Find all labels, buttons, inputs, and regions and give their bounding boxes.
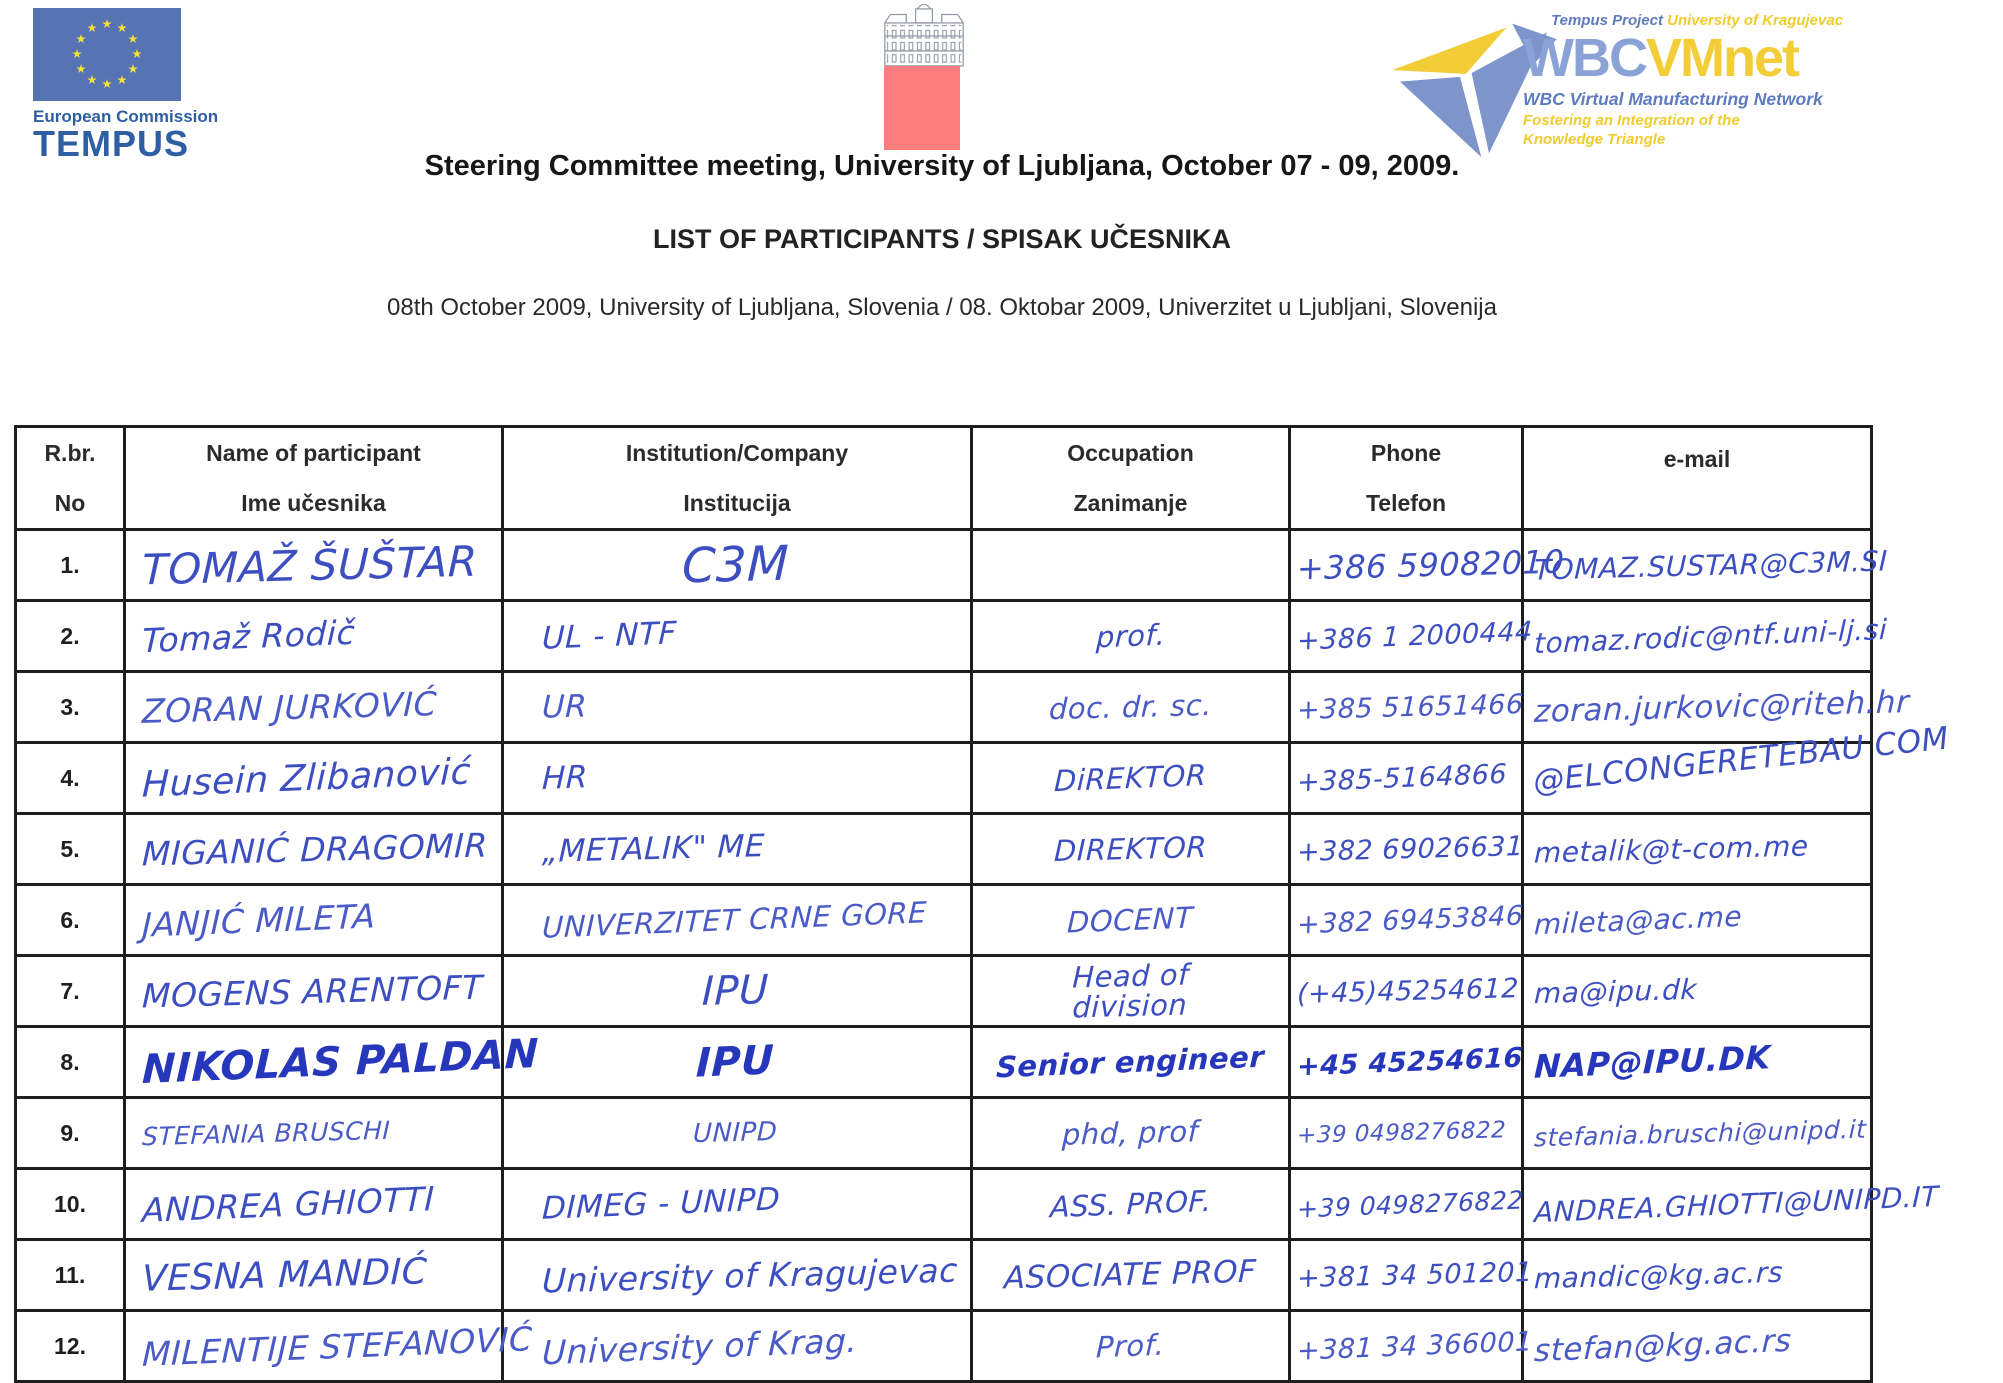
email: metalik@t-com.me <box>1533 828 1810 870</box>
email: NAP@IPU.DK <box>1533 1038 1772 1086</box>
occupation: phd, prof <box>1061 1113 1200 1152</box>
email: TOMAZ.SUSTAR@C3M.SI <box>1533 543 1889 587</box>
occupation: Senior engineer <box>995 1039 1266 1085</box>
phone: (+45)45254612 <box>1296 972 1520 1010</box>
tempus-label: TEMPUS <box>33 123 190 164</box>
row-number-cell <box>16 885 125 956</box>
phone: +381 34 501201 <box>1296 1256 1534 1294</box>
participant-name-cell <box>125 672 503 743</box>
row-number: 7. <box>60 977 80 1004</box>
participant-name-cell <box>125 1311 534 1382</box>
email-cell <box>1523 1169 1940 1240</box>
table-body <box>16 530 1951 1382</box>
occupation-cell <box>972 1169 1290 1240</box>
participant-name: VESNA MANDIĆ <box>141 1250 428 1300</box>
occupation: ASS. PROF. <box>1049 1183 1212 1225</box>
wbcvmnet-wordmark <box>1523 28 1983 88</box>
participant-name: TOMAŽ ŠUŠTAR <box>141 536 479 594</box>
row-number-cell <box>16 1098 125 1169</box>
participant-name-cell <box>125 885 503 956</box>
header-name-en: Name of participant <box>206 439 421 466</box>
email-cell <box>1523 1311 1872 1382</box>
header-institution-en: Institution/Company <box>625 439 849 466</box>
participant-name-cell <box>125 1240 503 1311</box>
email: stefania.bruschi@unipd.it <box>1533 1114 1867 1152</box>
participant-name-cell <box>125 743 503 814</box>
occupation: DIREKTOR <box>1053 829 1208 868</box>
participant-name-cell <box>125 1169 503 1240</box>
phone-cell <box>1290 672 1523 743</box>
phone: +385 51651466 <box>1296 688 1525 726</box>
institution: University of Krag. <box>541 1320 859 1372</box>
phone: +45 45254616 <box>1296 1041 1524 1083</box>
wbcvmnet-tagline-2: Knowledge Triangle <box>1523 131 1666 148</box>
header-number-sr: No <box>54 489 86 516</box>
header-phone-en: Phone <box>1370 439 1442 466</box>
university-of-ljubljana-logo <box>882 4 1002 68</box>
row-number: 5. <box>60 835 80 862</box>
header-name-sr: Ime učesnika <box>241 489 386 516</box>
email-cell <box>1523 956 1872 1027</box>
institution: „METALIK" ME <box>541 828 766 870</box>
header-phone-sr: Telefon <box>1365 489 1447 516</box>
email: zoran.jurkovic@riteh.hr <box>1533 684 1910 730</box>
participant-name: ANDREA GHIOTTI <box>141 1178 436 1230</box>
participant-row <box>16 956 1872 1027</box>
occupation-cell <box>972 601 1290 672</box>
wbcvmnet-tagline-1: Fostering an Integration of the <box>1523 112 1740 129</box>
row-number-cell <box>16 743 125 814</box>
university-building-icon <box>882 4 966 68</box>
occupation-cell <box>972 956 1290 1027</box>
phone-cell <box>1290 956 1523 1027</box>
participant-row <box>16 1311 1872 1382</box>
wbcvmnet-logo <box>1385 4 1985 154</box>
occupation-cell <box>972 1240 1290 1311</box>
institution-cell <box>503 530 972 601</box>
institution-cell <box>503 1311 972 1382</box>
participant-row <box>16 601 1872 672</box>
participant-name: MIGANIĆ DRAGOMIR <box>141 824 489 874</box>
institution-cell <box>503 885 972 956</box>
email-cell <box>1523 1098 1872 1169</box>
email: ma@ipu.dk <box>1533 972 1698 1010</box>
row-number: 9. <box>60 1119 80 1146</box>
institution-cell <box>503 1027 972 1098</box>
participant-name-cell <box>125 601 503 672</box>
date-location-line: 08th October 2009, University of Ljubljana, Slovenia / 08. Oktobar 2009, Univerzitet u Ljubljani, Slovenija <box>387 294 1497 321</box>
row-number-cell <box>16 1169 125 1240</box>
occupation: DiREKTOR <box>1053 757 1208 798</box>
header-occupation-en: Occupation <box>1067 439 1194 466</box>
participant-name-cell <box>125 814 503 885</box>
occupation: ASOCIATE PROF <box>1003 1253 1258 1297</box>
row-number: 12. <box>54 1332 86 1359</box>
institution-cell <box>503 814 972 885</box>
phone-cell <box>1290 885 1523 956</box>
phone-cell <box>1290 743 1523 814</box>
phone-cell <box>1290 1027 1523 1098</box>
occupation-cell <box>972 814 1290 885</box>
row-number-cell <box>16 814 125 885</box>
row-number-cell <box>16 1240 125 1311</box>
email-cell <box>1523 530 1889 601</box>
institution: UR <box>541 688 588 726</box>
phone-cell <box>1290 814 1523 885</box>
meeting-title: Steering Committee meeting, University of Ljubljana, October 07 - 09, 2009. <box>424 150 1460 182</box>
institution-cell <box>503 956 972 1027</box>
phone: +39 0498276822 <box>1296 1184 1525 1224</box>
institution: University of Kragujevac <box>541 1250 959 1300</box>
wbcvmnet-text-block <box>1523 4 1983 148</box>
institution-cell <box>503 672 972 743</box>
row-number-cell <box>16 530 125 601</box>
phone-cell <box>1290 1098 1523 1169</box>
wordmark-vmnet: VMnet <box>1645 28 1798 88</box>
occupation: prof. <box>1095 617 1166 655</box>
university-of-kragujevac-label: University of Kragujevac <box>1667 12 1844 29</box>
header-col-phone <box>1290 427 1523 530</box>
email: stefan@kg.ac.rs <box>1533 1322 1793 1370</box>
header-occupation-sr: Zanimanje <box>1073 489 1188 516</box>
email-cell <box>1523 814 1872 885</box>
institution: IPU <box>701 967 769 1015</box>
european-commission-tempus-logo <box>33 8 233 164</box>
institution-cell <box>503 1240 972 1311</box>
participants-table <box>14 425 1951 1383</box>
eu-flag-icon <box>33 8 181 101</box>
institution: IPU <box>695 1037 775 1087</box>
participant-name: Tomaž Rodič <box>141 612 356 660</box>
participant-name-cell <box>125 530 503 601</box>
occupation-cell <box>972 1027 1290 1098</box>
occupation-cell <box>972 672 1290 743</box>
row-number-cell <box>16 956 125 1027</box>
phone: +386 1 2000444 <box>1296 615 1534 657</box>
row-number: 2. <box>60 622 80 649</box>
participant-name: MILENTIJE STEFANOVIĆ <box>141 1318 534 1374</box>
header-email-en: e-mail <box>1663 446 1731 473</box>
header-number-en: R.br. <box>44 439 96 466</box>
occupation: DOCENT <box>1066 900 1195 940</box>
row-number: 4. <box>60 764 80 791</box>
phone-cell <box>1290 1240 1534 1311</box>
european-commission-label: European Commission <box>33 107 219 126</box>
participant-name: MOGENS ARENTOFT <box>141 967 484 1015</box>
institution: UL - NTF <box>541 615 678 657</box>
phone: +382 69453846 <box>1296 899 1525 941</box>
header-col-name <box>125 427 503 530</box>
participant-row <box>16 743 1872 814</box>
phone-cell <box>1290 1169 1523 1240</box>
phone-cell <box>1290 601 1534 672</box>
participant-row <box>16 1240 1872 1311</box>
participant-row <box>16 814 1872 885</box>
row-number-cell <box>16 601 125 672</box>
email-cell <box>1523 1027 1872 1098</box>
row-number: 3. <box>60 693 80 720</box>
participant-row <box>16 1169 1872 1240</box>
email: @ELCONGERETEBAU COM <box>1531 720 1951 800</box>
row-number: 8. <box>60 1048 80 1075</box>
header-col-email <box>1523 427 1872 530</box>
occupation-cell <box>972 743 1290 814</box>
phone: +385-5164866 <box>1296 758 1508 798</box>
wordmark-wbc: WBC <box>1523 28 1646 88</box>
participant-name-cell <box>125 1027 540 1098</box>
participant-row <box>16 885 1872 956</box>
wbcvmnet-topline <box>1551 12 1983 29</box>
header-col-number <box>16 427 125 530</box>
occupation: Prof. <box>1095 1327 1166 1365</box>
header-col-institution <box>503 427 972 530</box>
phone: +386 59082010 <box>1296 542 1565 588</box>
institution: UNIPD <box>692 1116 778 1150</box>
institution: UNIVERZITET CRNE GORE <box>541 895 928 945</box>
red-rectangle <box>884 66 960 150</box>
email: mandic@kg.ac.rs <box>1533 1255 1784 1295</box>
phone: +382 69026631 <box>1296 830 1525 868</box>
institution-cell <box>503 1169 972 1240</box>
header-row <box>16 427 1872 530</box>
table-header <box>16 427 1872 530</box>
row-number-cell <box>16 672 125 743</box>
participant-name: ZORAN JURKOVIĆ <box>141 683 438 731</box>
institution: C3M <box>680 535 790 595</box>
participant-name-cell <box>125 956 503 1027</box>
phone: +381 34 366001 <box>1296 1325 1534 1367</box>
header-col-occupation <box>972 427 1290 530</box>
email-cell <box>1523 885 1872 956</box>
institution-cell <box>503 743 972 814</box>
occupation-cell <box>972 1311 1290 1382</box>
participant-row <box>16 1027 1872 1098</box>
row-number: 11. <box>54 1261 86 1288</box>
row-number: 6. <box>60 906 80 933</box>
institution: HR <box>541 759 589 797</box>
occupation: doc. dr. sc. <box>1048 687 1213 726</box>
phone-cell <box>1290 530 1565 601</box>
participant-name: STEFANIA BRUSCHI <box>141 1115 391 1151</box>
participant-row <box>16 672 1872 743</box>
participant-row <box>16 1098 1872 1169</box>
email: ANDREA.GHIOTTI@UNIPD.IT <box>1533 1179 1940 1229</box>
participant-name-cell <box>125 1098 503 1169</box>
participant-name: NIKOLAS PALDAN <box>141 1030 540 1094</box>
occupation: Head of division <box>1072 957 1190 1025</box>
row-number-cell <box>16 1311 125 1382</box>
institution: DIMEG - UNIPD <box>541 1181 781 1227</box>
header-institution-sr: Institucija <box>683 489 791 516</box>
row-number: 1. <box>60 551 80 578</box>
email-cell <box>1523 1240 1872 1311</box>
participant-name: Husein Zlibanović <box>141 750 472 806</box>
email-cell <box>1523 601 1888 672</box>
page-title: LIST OF PARTICIPANTS / SPISAK UČESNIKA <box>652 224 1232 254</box>
occupation-cell <box>972 530 1290 601</box>
occupation-cell <box>972 1098 1290 1169</box>
tempus-project-label: Tempus Project <box>1551 12 1663 29</box>
wbcvmnet-subtitle: WBC Virtual Manufacturing Network <box>1523 89 1823 109</box>
phone-cell <box>1290 1311 1534 1382</box>
participant-row <box>16 530 1872 601</box>
email: mileta@ac.me <box>1533 899 1743 941</box>
email-cell <box>1523 672 1910 743</box>
email: tomaz.rodic@ntf.uni-lj.si <box>1533 612 1888 660</box>
email-cell <box>1523 720 1951 814</box>
phone: +39 0498276822 <box>1296 1117 1507 1149</box>
occupation-cell <box>972 885 1290 956</box>
row-number-cell <box>16 1027 125 1098</box>
institution-cell <box>503 1098 972 1169</box>
row-number: 10. <box>54 1190 86 1217</box>
participant-name: JANJIĆ MILETA <box>141 895 377 945</box>
institution-cell <box>503 601 972 672</box>
